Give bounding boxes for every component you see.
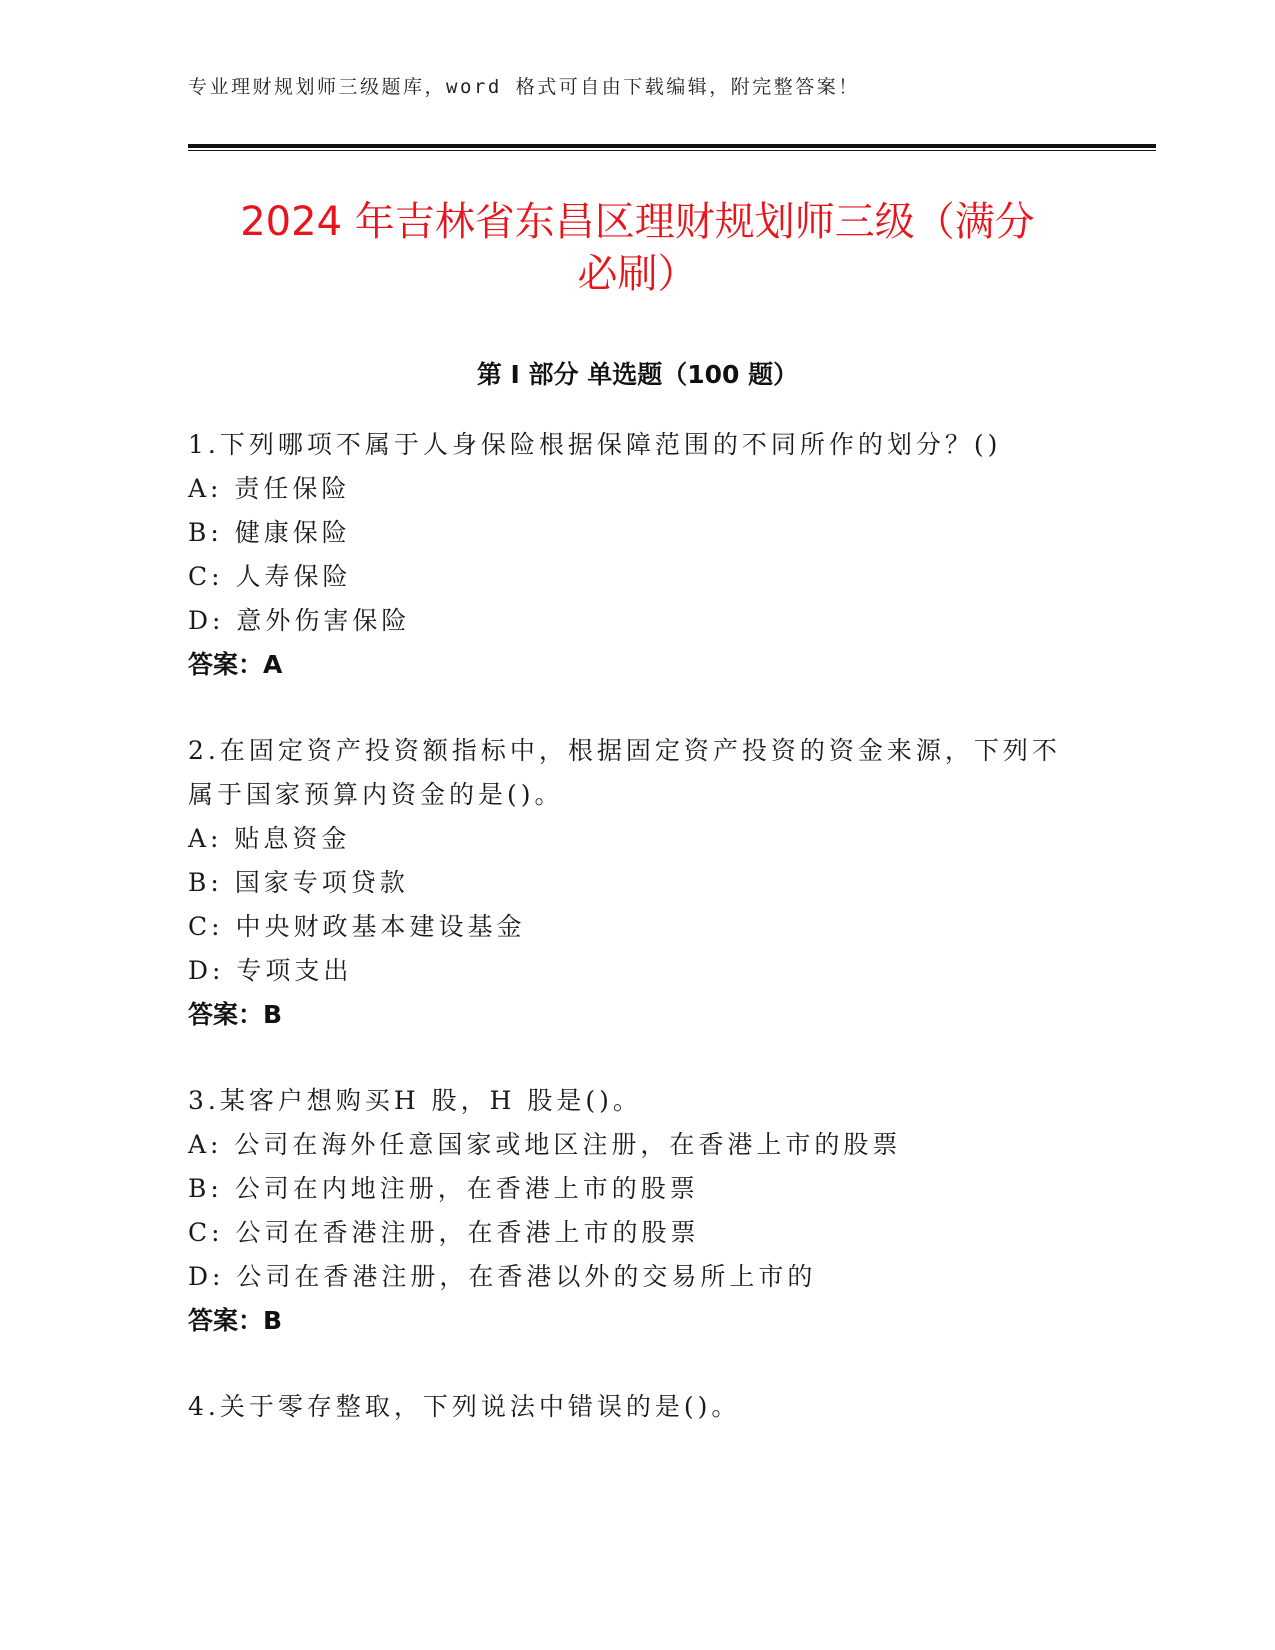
question-2-answer: 答案：B [188, 1000, 283, 1029]
question-3-option-b: B: 公司在内地注册，在香港上市的股票 [188, 1174, 699, 1203]
section-heading: 第 I 部分 单选题（100 题） [476, 360, 799, 389]
question-3-answer: 答案：B [188, 1306, 283, 1335]
question-1-option-a: A: 责任保险 [188, 474, 351, 503]
question-1-option-b: B: 健康保险 [188, 518, 351, 547]
question-3-option-d: D: 公司在香港注册，在香港以外的交易所上市的 [188, 1262, 817, 1291]
question-1-option-d: D: 意外伤害保险 [188, 606, 411, 635]
header-rule-thick [188, 144, 1156, 148]
question-3-option-a: A: 公司在海外任意国家或地区注册，在香港上市的股票 [188, 1130, 902, 1159]
document-title-line-1: 2024 年吉林省东昌区理财规划师三级（满分 [240, 199, 1035, 245]
question-2-option-a: A: 贴息资金 [188, 824, 351, 853]
header-rule-thin [188, 150, 1156, 151]
question-3-stem: 3.某客户想购买H 股，H 股是()。 [188, 1086, 642, 1115]
page-header-text: 专业理财规划师三级题库，word 格式可自由下载编辑，附完整答案！ [188, 76, 860, 98]
question-1-option-c: C: 人寿保险 [188, 562, 352, 591]
document-title [150, 196, 1125, 300]
question-1-answer: 答案：A [188, 650, 283, 679]
question-2-stem-line-2: 属于国家预算内资金的是()。 [188, 780, 564, 809]
question-2-stem-line-1: 2.在固定资产投资额指标中，根据固定资产投资的资金来源，下列不 [188, 736, 1061, 765]
question-2-option-c: C: 中央财政基本建设基金 [188, 912, 526, 941]
question-2-option-d: D: 专项支出 [188, 956, 353, 985]
question-3-option-c: C: 公司在香港注册，在香港上市的股票 [188, 1218, 700, 1247]
question-4-stem: 4.关于零存整取，下列说法中错误的是()。 [188, 1392, 741, 1421]
question-1-stem: 1.下列哪项不属于人身保险根据保障范围的不同所作的划分？() [188, 430, 1002, 459]
document-title-line-2: 必刷） [577, 251, 698, 297]
question-2-option-b: B: 国家专项贷款 [188, 868, 409, 897]
